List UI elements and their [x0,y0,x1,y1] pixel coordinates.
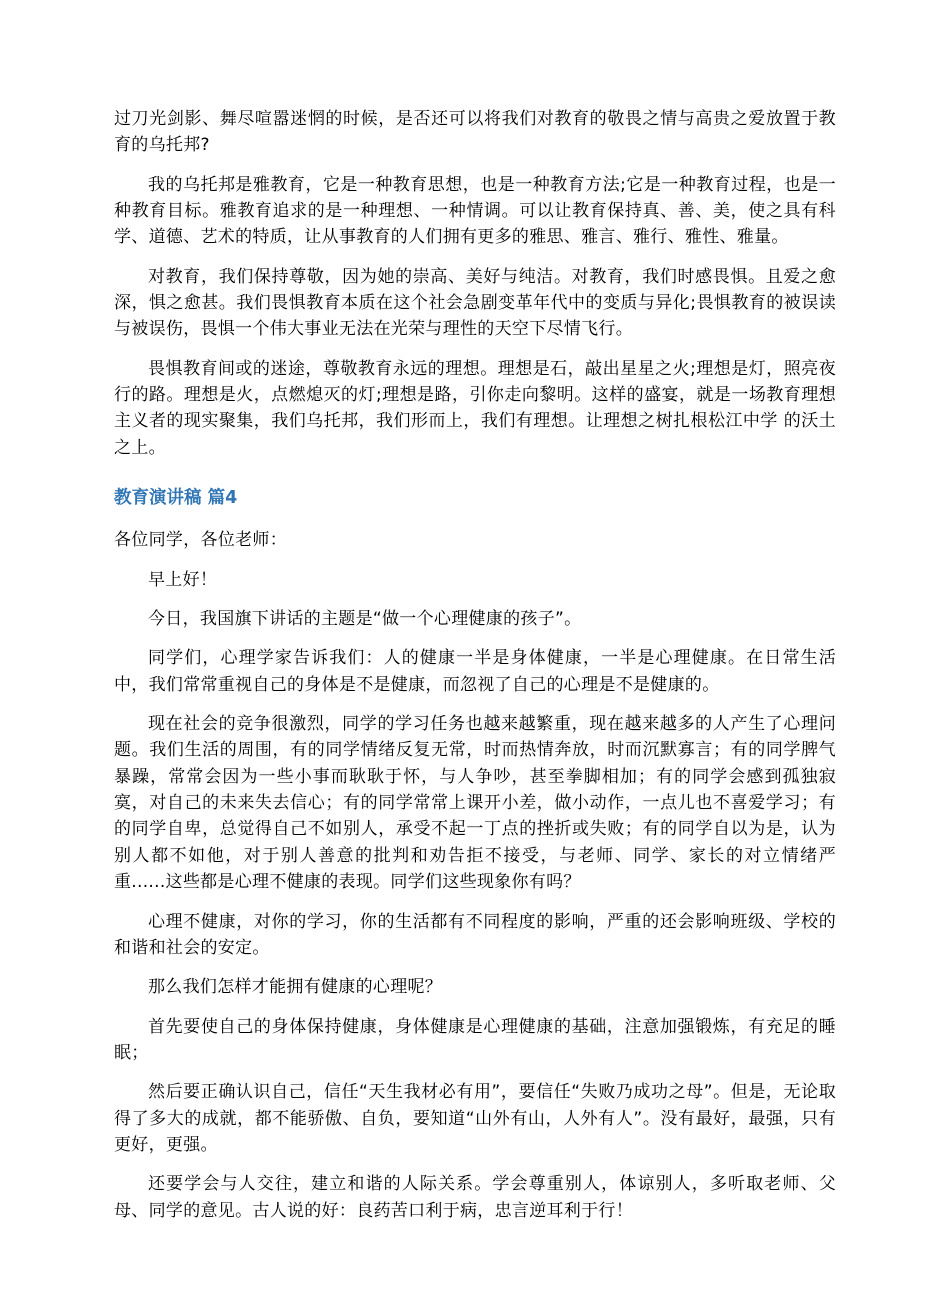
paragraph: 那么我们怎样才能拥有健康的心理呢？ [148,977,443,998]
paragraph: 同学们，心理学家告诉我们：人的健康一半是身体健康，一半是心理健康。在日常生活中，我们常常重视自己的身体是不是健康，而忽视了自己的心理是不是健康的。 [114,648,836,695]
paragraph: 各位同学，各位老师： [114,530,287,551]
paragraph: 早上好！ [148,569,218,590]
document-body [114,106,836,1224]
paragraph: 今日，我国旗下讲话的主题是“做一个心理健康的孩子”。 [148,609,582,630]
paragraph: 畏惧教育间或的迷途，尊敬教育永远的理想。理想是石，敲出星星之火;理想是灯，照亮夜行的路。理想是火，点燃熄灭的灯;理想是路，引你走向黎明。这样的盛宴，就是一场教育理想主义者的现实聚集，我们乌托邦，我们形而上，我们有理想。让理想之树扎根松江中学 的沃土之上。 [114,358,836,458]
paragraph: 还要学会与人交往，建立和谐的人际关系。学会尊重别人，体谅别人，多听取老师、父母、同学的意见。古人说的好：良药苦口利于病，忠言逆耳利于行！ [114,1174,836,1221]
paragraph: 然后要正确认识自己，信任“天生我材必有用”，要信任“失败乃成功之母”。但是，无论取得了多大的成就，都不能骄傲、自负，要知道“山外有山，人外有人”。没有最好，最强，只有更好，更强。 [114,1082,836,1155]
section-heading: 教育演讲稿 篇4 [114,488,238,509]
paragraph: 心理不健康，对你的学习，你的生活都有不同程度的影响，严重的还会影响班级、学校的和谐和社会的安定。 [114,911,836,958]
paragraph: 首先要使自己的身体保持健康，身体健康是心理健康的基础，注意加强锻炼，有充足的睡眠； [114,1016,836,1063]
paragraph: 对教育，我们保持尊敬，因为她的崇高、美好与纯洁。对教育，我们时感畏惧。且爱之愈深，惧之愈甚。我们畏惧教育本质在这个社会急剧变革年代中的变质与异化;畏惧教育的被误读与被误伤，畏惧一个伟大事业无法在光荣与理性的天空下尽情飞行。 [114,266,836,340]
paragraph: 现在社会的竞争很激烈，同学的学习任务也越来越繁重，现在越来越多的人产生了心理问题。我们生活的周围，有的同学情绪反复无常，时而热情奔放，时而沉默寡言；有的同学脾气暴躁，常常会因为一些小事而耿耿于怀，与人争吵，甚至拳脚相加；有的同学会感到孤独寂寞，对自己的未来失去信心；有的同学常常上课开小差，做小动作，一点儿也不喜爱学习；有的同学自卑，总觉得自己不如别人，承受不起一丁点的挫折或失败；有的同学自以为是，认为别人都不如他，对于别人善意的批判和劝告拒不接受，与老师、同学、家长的对立情绪严重......这些都是心理不健康的表现。同学们这些现象你有吗？ [114,714,836,893]
paragraph: 过刀光剑影、舞尽喧嚣迷惘的时候，是否还可以将我们对教育的敬畏之情与高贵之爱放置于教育的乌托邦? [114,109,836,156]
paragraph: 我的乌托邦是雅教育，它是一种教育思想，也是一种教育方法;它是一种教育过程，也是一种教育目标。雅教育追求的是一种理想、一种情调。可以让教育保持真、善、美，使之具有科学、道德、艺术的特质，让从事教育的人们拥有更多的雅思、雅言、雅行、雅性、雅量。 [114,174,836,248]
